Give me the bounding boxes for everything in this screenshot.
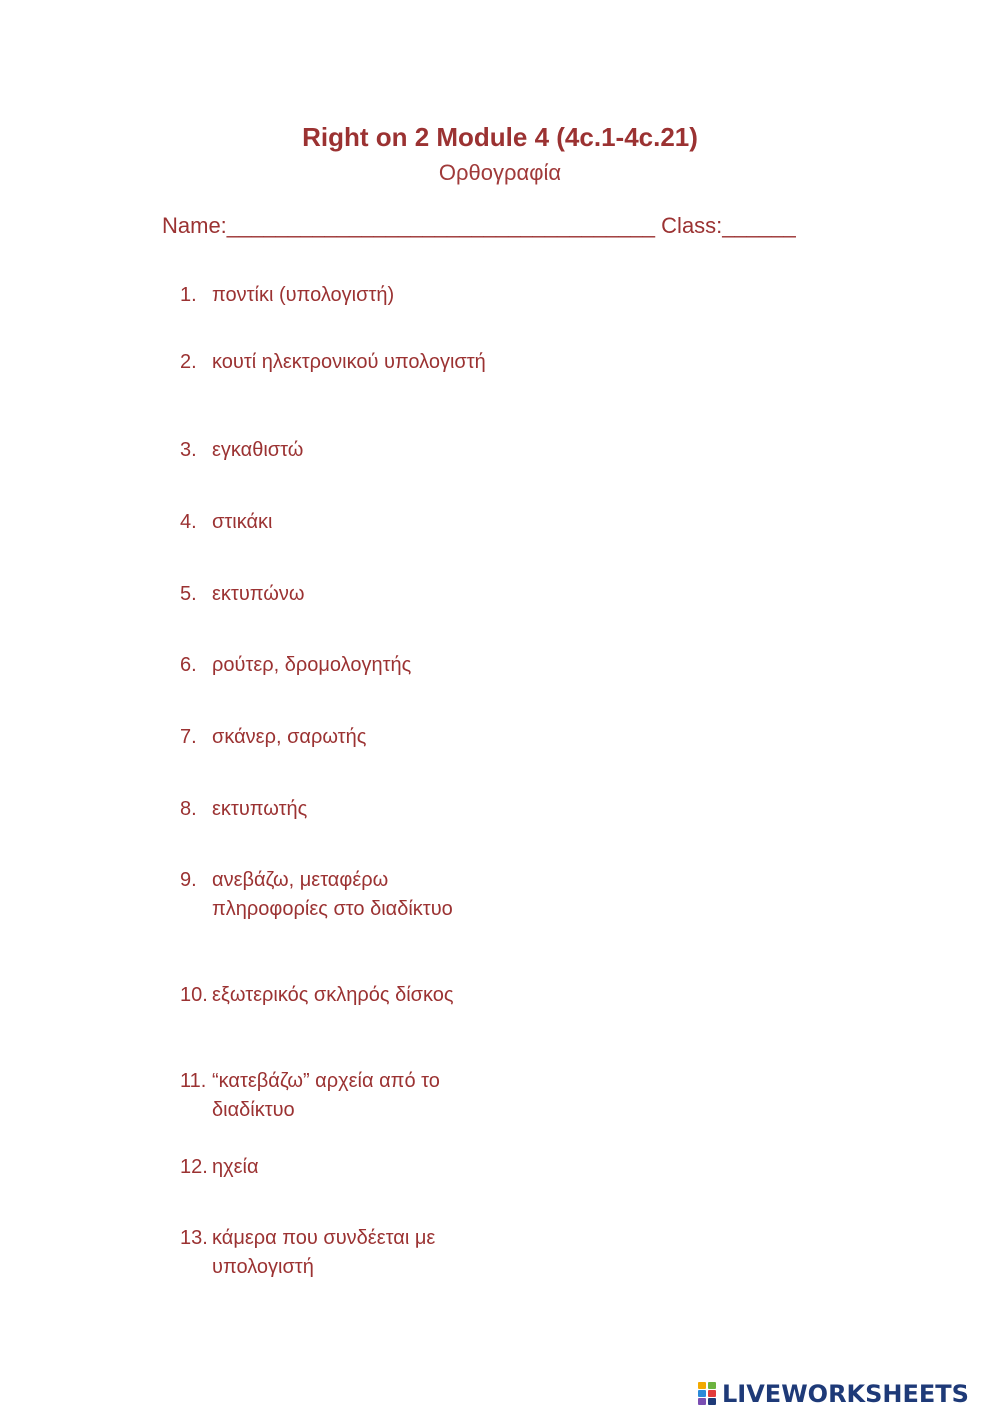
- item-number: 12.: [180, 1156, 208, 1178]
- list-item: [180, 281, 500, 310]
- item-number: 3.: [180, 439, 197, 461]
- item-number: 7.: [180, 726, 197, 748]
- item-number: 1.: [180, 284, 197, 306]
- worksheet-subtitle: Ορθογραφία: [438, 160, 562, 185]
- item-number: 11.: [180, 1070, 207, 1092]
- class-label: Class:: [661, 213, 723, 238]
- item-text: εξωτερικός σκληρός δίσκος: [212, 984, 454, 1006]
- item-number: 2.: [180, 351, 197, 373]
- list-item: [180, 508, 500, 537]
- item-text: ποντίκι (υπολογιστή): [212, 284, 395, 306]
- item-text: ηχεία: [212, 1156, 259, 1178]
- item-text: εκτυπώνω: [212, 583, 305, 605]
- list-item: [180, 1224, 500, 1281]
- name-label: Name:: [162, 213, 227, 238]
- list-item: [180, 580, 500, 609]
- item-number: 4.: [180, 511, 197, 533]
- liveworksheets-logo: [698, 1379, 969, 1409]
- item-number: 8.: [180, 798, 197, 820]
- list-item: [180, 651, 500, 680]
- item-text: εκτυπωτής: [212, 798, 308, 820]
- item-number: 9.: [180, 869, 197, 891]
- list-item: [180, 981, 500, 1010]
- item-text: ρούτερ, δρομολογητής: [212, 654, 412, 676]
- item-number: 13.: [180, 1227, 208, 1249]
- item-text: εγκαθιστώ: [212, 439, 304, 461]
- name-line: ___________________________________: [226, 213, 656, 238]
- list-item: [180, 348, 500, 377]
- item-text: στικάκι: [212, 511, 273, 533]
- liveworksheets-logo-icon: [698, 1382, 718, 1406]
- list-item: [180, 866, 500, 923]
- class-line: ______: [722, 213, 796, 238]
- item-text: σκάνερ, σαρωτής: [212, 726, 367, 748]
- item-number: 5.: [180, 583, 197, 605]
- item-number: 6.: [180, 654, 197, 676]
- name-class-row: [162, 213, 796, 239]
- list-item: [180, 795, 500, 824]
- item-text: “κατεβάζω” αρχεία από το διαδίκτυο: [212, 1070, 440, 1121]
- worksheet-title: Right on 2 Module 4 (4c.1-4c.21): [302, 122, 698, 152]
- list-item: [180, 1153, 500, 1182]
- logo-text: LIVEWORKSHEETS: [722, 1380, 969, 1408]
- list-item: [180, 1067, 500, 1124]
- item-text: κουτί ηλεκτρονικού υπολογιστή: [212, 351, 486, 373]
- list-item: [180, 436, 500, 465]
- list-item: [180, 723, 500, 752]
- item-text: κάμερα που συνδέεται με υπολογιστή: [212, 1227, 436, 1278]
- item-text: ανεβάζω, μεταφέρω πληροφορίες στο διαδίκτυο: [212, 869, 453, 920]
- item-number: 10.: [180, 984, 208, 1006]
